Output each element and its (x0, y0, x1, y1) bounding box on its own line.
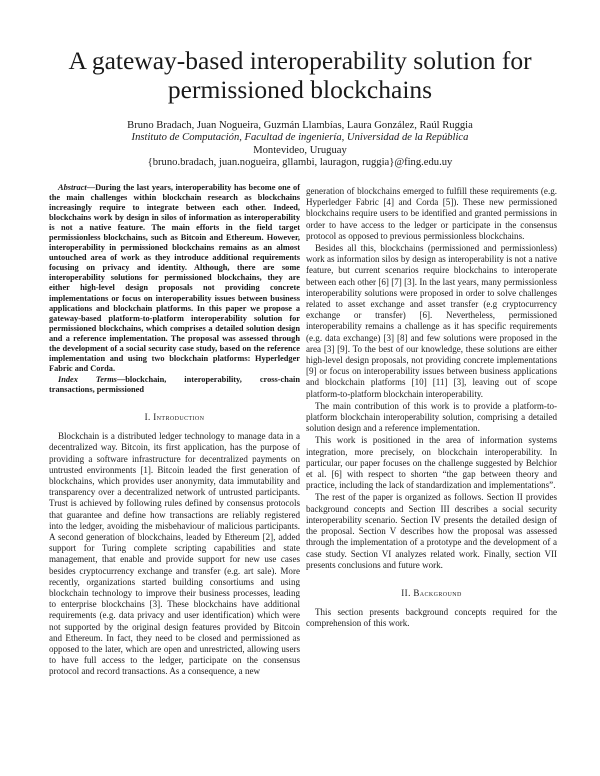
location: Montevideo, Uruguay (253, 144, 347, 156)
right-column (306, 186, 557, 630)
left-column (49, 183, 300, 678)
paper-title (40, 46, 560, 104)
index-terms-label: Index Terms (58, 374, 117, 384)
section-heading-background: II. Background (401, 587, 462, 598)
author-names: Bruno Bradach, Juan Nogueira, Guzmán Llambías, Laura González, Raúl Ruggia (127, 120, 473, 131)
intro-paragraph-1-continued: generation of blockchains emerged to fulfill these requirements (e.g. Hyperledger Fabric [4] and Corda [5]). These new permissioned blockchains require users to be identified and granted permissions in order to have access to the ledger or participate in the consensus protocol as opposed to previous permissionless blockchains. (306, 186, 557, 241)
intro-paragraph-1: Blockchain is a distributed ledger technology to manage data in a decentralized way. Bitcoin, its first application, has the purpose of providing a software infrastructure for decentralized payments on untrusted environments [1]. Bitcoin leaded the first generation of blockchains, which provides user anonymity, data immutability and transparency over a decentralized network of untrusted participants. Trust is achieved by following rules defined by consensus protocols that guarantee and define how transactions are reliably registered into the ledger, avoiding the misbehaviour of malicious participants. A second generation of blockchains, leaded by Ethereum [2], added support for Turing complete scripting capabilities and state management, that enable and provide support for new use cases besides cryptocurrency exchange and transfer (e.g. art sale). More recently, organizations started building consortiums and using blockchain technology to improve their business processes, leading to enterprise blockchains [3]. These blockchains have additional requirements (e.g. data privacy and user identification) which were not supported by the original design features provided by Bitcoin and Ethereum. In fact, they need to be closed and permissioned as opposed to the later, which are open and unrestricted, allowing users to have full access to the ledger, participate on the consensus protocol and record transactions. As a consequence, a new (49, 431, 300, 677)
intro-paragraph-2: Besides all this, blockchains (permissioned and permissionless) work as information silos by design as interoperability is not a native feature, but current scenarios require blockchains to interoperate between each other [6] [7] [3]. In the last years, many permissionless interoperability solutions were proposed in order to solve challenges related to asset exchange and asset transfer (e.g cryptocurrency exchange or transfer) [6]. Nevertheless, permissioned interoperability remains a challenge as it has specific requirements (e.g. data exchange) [3] [8] and few solutions were proposed in the area [3] [9]. To the best of our knowledge, these solutions are either high-level design proposals, not providing concrete implementations [9] or focus on interoperability issues between business applications and blockchain platforms [10] [11] [3], leaving out of scope platform-to-platform blockchain interoperability. (306, 243, 557, 399)
intro-paragraph-4: This work is positioned in the area of information systems integration, more precisely, on blockchain interoperability. In particular, our paper focuses on the challenge suggested by Belchior et al. [6] with respect to shorten “the gap between theory and practice, including the lack of standardization and implementations”. (306, 435, 557, 491)
section-heading-introduction: I. Introduction (144, 411, 205, 422)
affiliation: Instituto de Computación, Facultad de ingeniería, Universidad de la República (131, 132, 469, 144)
title-line-1: A gateway-based interoperability solution for (68, 46, 532, 75)
intro-paragraph-5: The rest of the paper is organized as follows. Section II provides background concepts and Section III describes a social security interoperability scenario. Section IV presents the detailed design of the proposal. Section V describes how the proposal was assessed through the implementation of a prototype and the development of a case study. Section VI analyzes related work. Finally, section VII presents conclusions and future work. (306, 492, 557, 570)
background-paragraph-1: This section presents background concepts required for the comprehension of this work. (306, 607, 557, 629)
abstract (49, 183, 300, 374)
author-block (40, 120, 560, 170)
abstract-text: —During the last years, interoperability has become one of the main challenges within blockchain research as blockchains increasingly require to integrate between each other. Indeed, blockchains work by design in silos of information as interoperability is not a native feature. The main efforts in the field target permissionless blockchains, such as Bitcoin and Ethereum. However, interoperability in permissioned blockchains remains as an almost untouched area of work as they introduce additional requirements focusing on privacy and identity. Although, there are some interoperability solutions for permissioned blockchains, they are either high-level design proposals not providing concrete implementations or focus on interoperability issues between business applications and blockchain platforms. In this paper we propose a gateway-based platform-to-platform interoperability solution for permissioned blockchains, which comprises a detailed solution design and a reference implementation. The proposal was assessed through the development of a social security case study, based on the reference implementation and using two blockchain platforms: Hyperledger Fabric and Corda. (49, 183, 300, 373)
index-terms-text: —blockchain, interoperability, cross-chain transactions, permissioned (49, 374, 300, 394)
abstract-label: Abstract (58, 183, 87, 192)
intro-paragraph-3: The main contribution of this work is to provide a platform-to-platform blockchain interoperability solution, comprising a detailed solution design and a reference implementation. (306, 400, 557, 434)
title-line-2: permissioned blockchains (167, 75, 433, 104)
index-terms (49, 375, 300, 395)
email-list: {bruno.bradach, juan.nogueira, gllambi, lauragon, ruggia}@fing.edu.uy (147, 157, 453, 169)
